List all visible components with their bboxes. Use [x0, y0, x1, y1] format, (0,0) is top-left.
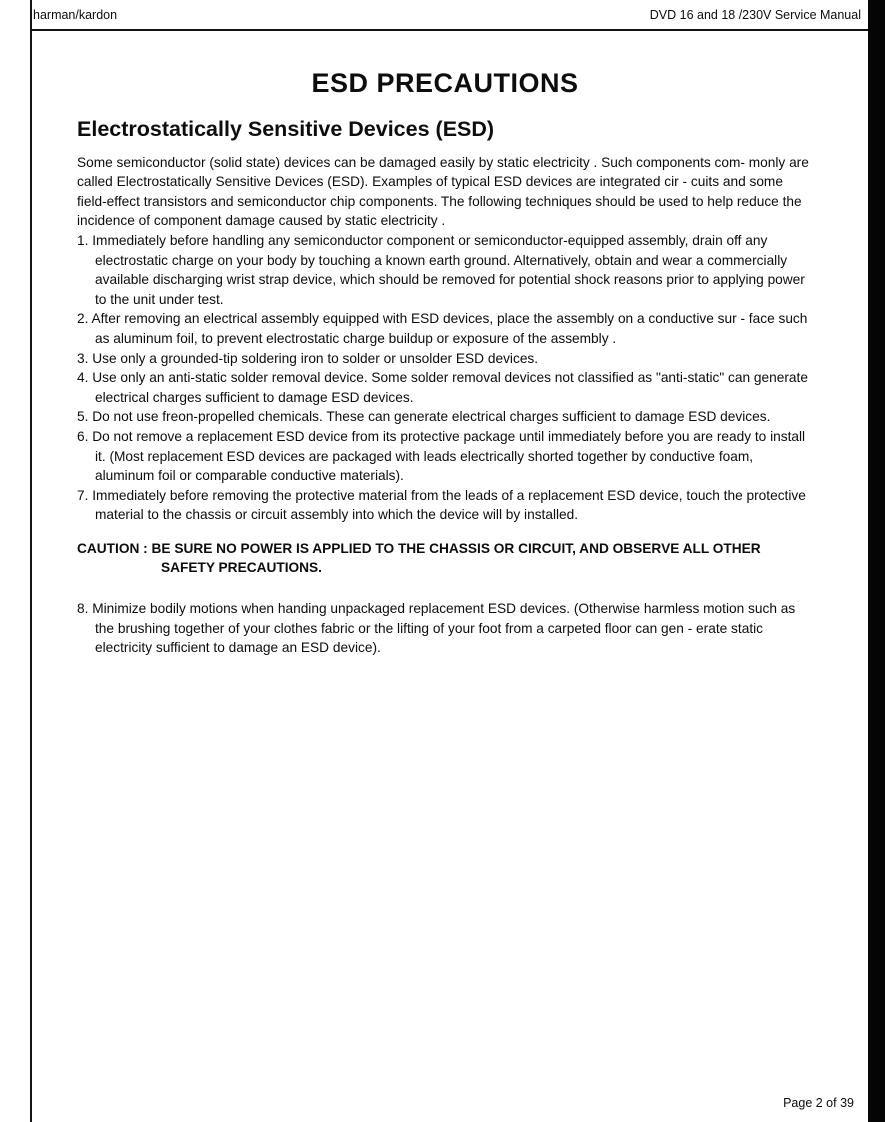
list-item-number: 3.	[77, 350, 89, 366]
list-item-text: Minimize bodily motions when handing unpackaged replacement ESD devices. (Otherwise harmless motion such as the brushing together of your clothes fabric or the lifting of your foot from a carpeted floor can gen - erate static electricity sufficient to damage an ESD device).	[92, 601, 796, 656]
scan-edge-right	[868, 0, 885, 1122]
list-item	[77, 231, 813, 309]
list-item-text: Immediately before handling any semiconductor component or semiconductor-equipped assembly, drain off any electrostatic charge on your body by touching a known earth ground. Alternatively, obtain and wear a commercially available discharging wrist strap device, which should be removed for potential shock reasons prior to applying power to the unit under test.	[92, 232, 805, 307]
list-item-text: Do not remove a replacement ESD device from its protective package until immediately before you are ready to install it. (Most replacement ESD devices are packaged with leads electrically shorted together by conductive foam, aluminum foil or comparable conductive materials).	[92, 428, 806, 484]
page-header	[33, 7, 861, 23]
header-rule	[30, 29, 868, 31]
list-item	[77, 427, 813, 486]
list-item	[77, 368, 813, 407]
list-item-text: Use only an anti-static solder removal device. Some solder removal devices not classified as "anti-static" can generate electrical charges sufficient to damage ESD devices.	[92, 370, 808, 405]
list-item-number: 8.	[77, 601, 89, 617]
list-item-text: Use only a grounded-tip soldering iron to solder or unsolder ESD devices.	[92, 350, 539, 366]
scan-edge-left	[30, 0, 32, 1122]
list-item-number: 1.	[77, 232, 89, 248]
list-item-number: 2.	[77, 311, 89, 327]
list-item	[77, 407, 813, 427]
list-item-text: Do not use freon-propelled chemicals. These can generate electrical charges sufficient to damage ESD devices.	[92, 409, 771, 425]
list-item-text: Immediately before removing the protective material from the leads of a replacement ESD device, touch the protective material to the chassis or circuit assembly into which the device will by installed.	[92, 487, 806, 523]
page-title: ESD PRECAUTIONS	[311, 68, 579, 98]
header-brand: harman/kardon	[33, 8, 118, 22]
caution-note	[77, 539, 813, 578]
list-item	[77, 599, 813, 658]
list-item	[77, 486, 813, 525]
header-doc-title: DVD 16 and 18 /230V Service Manual	[649, 8, 861, 22]
list-item-number: 6.	[77, 428, 89, 444]
caution-text: BE SURE NO POWER IS APPLIED TO THE CHASSIS OR CIRCUIT, AND OBSERVE ALL OTHER SAFETY PRECAUTIONS.	[151, 540, 761, 576]
caution-label: CAUTION :	[77, 540, 148, 556]
section-heading: Electrostatically Sensitive Devices (ESD)	[77, 117, 495, 141]
page-number: Page 2 of 39	[783, 1096, 854, 1110]
list-item-number: 5.	[77, 409, 89, 425]
list-item	[77, 309, 813, 348]
intro-paragraph: Some semiconductor (solid state) devices can be damaged easily by static electricity . Such components com- monly are called Electrostatically Sensitive Devices (ESD). Examples of typical ESD devices are integrated cir - cuits and some field-effect transistors and semiconductor chip components. The following techniques should be used to help reduce the incidence of component damage caused by static electricity .	[77, 154, 809, 229]
precautions-list	[77, 231, 813, 525]
list-item-text: After removing an electrical assembly equipped with ESD devices, place the assembly on a conductive sur - face such as aluminum foil, to prevent electrostatic charge buildup or exposure of the assembly .	[91, 311, 808, 346]
list-item	[77, 349, 813, 369]
page-content	[77, 117, 813, 658]
list-item-number: 7.	[77, 487, 89, 503]
page-footer	[783, 1096, 854, 1110]
list-item-number: 4.	[77, 370, 89, 386]
